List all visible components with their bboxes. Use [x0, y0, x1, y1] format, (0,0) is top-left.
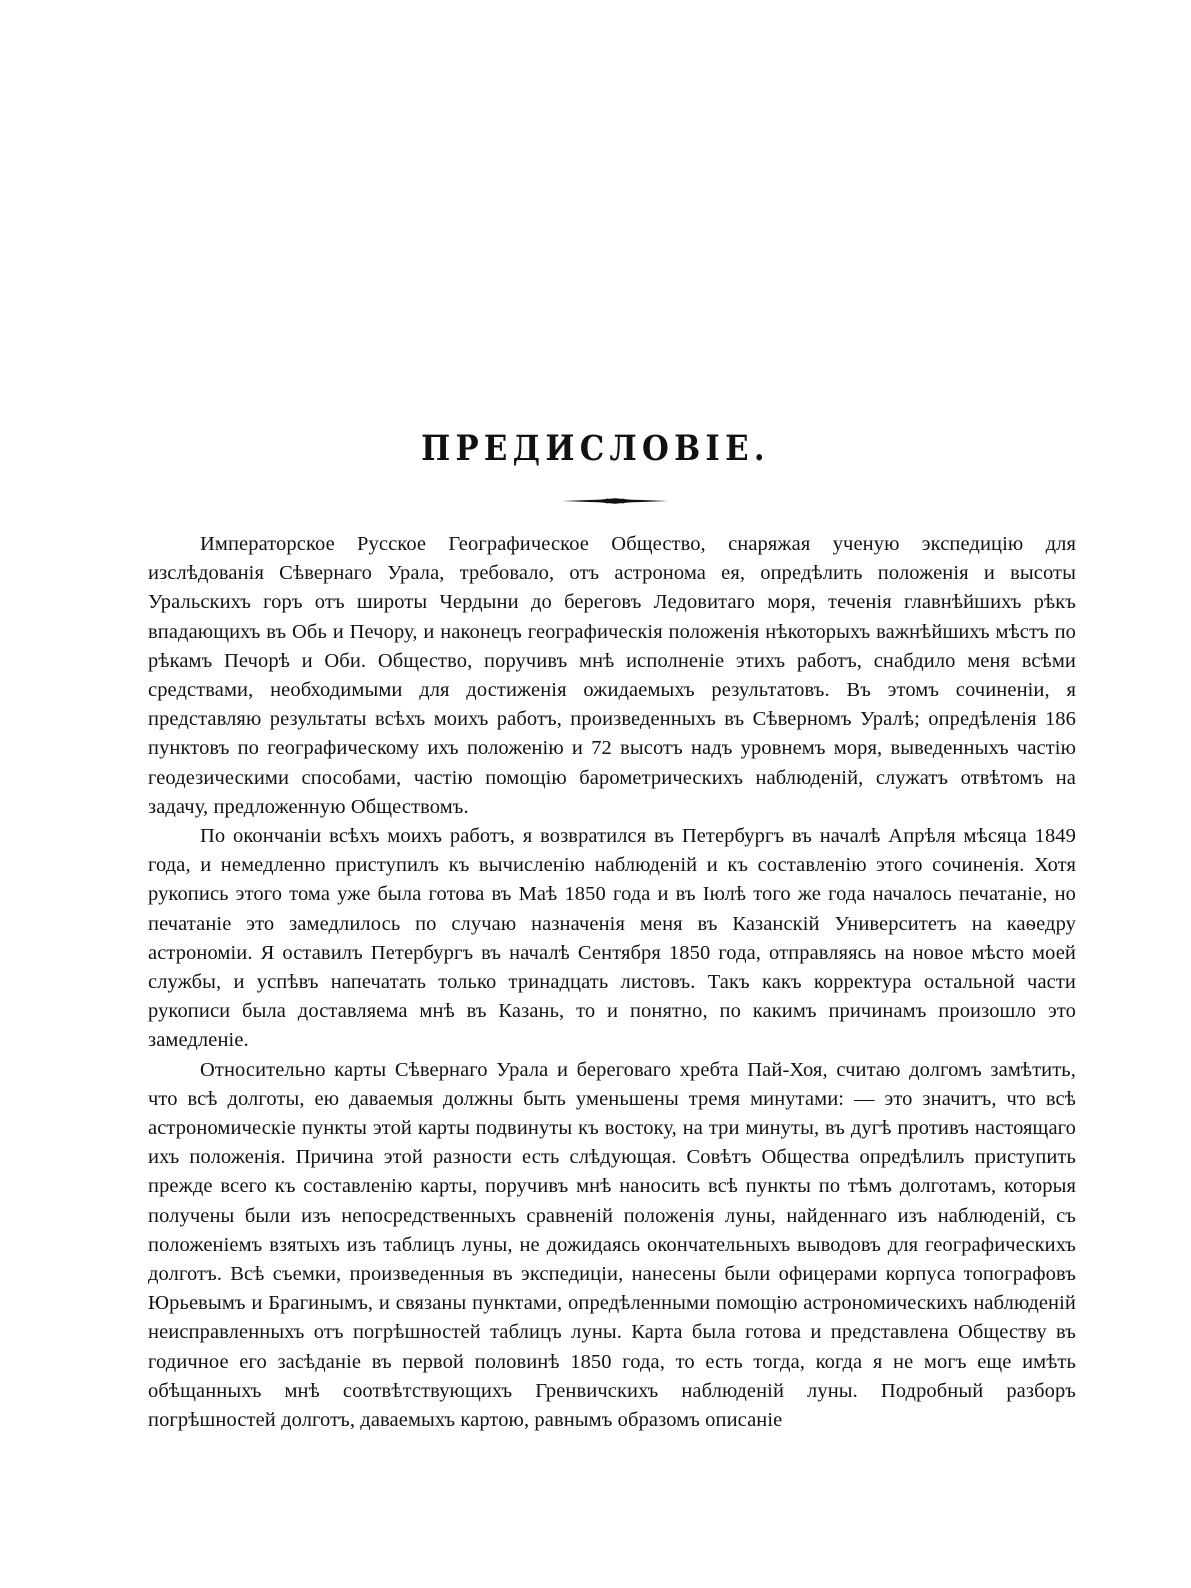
paragraph-2: По окончаніи всѣхъ моихъ работъ, я возвратился въ Петербургъ въ началѣ Апрѣля мѣсяца 1849 года, и немедленно приступилъ къ вычисленію наблюденій и къ составленію этого сочиненія. Хотя рукопись этого тома уже была готова въ Маѣ 1850 года и въ Іюлѣ того же года началось печатаніе, но печатаніе это замедлилось по случаю назначенія меня въ Казанскій Университетъ на каѳедру астрономіи. Я оставилъ Петербургъ въ началѣ Сентября 1850 года, отправляясь на новое мѣсто моей службы, и успѣвъ напечатать только тринадцать листовъ. Такъ какъ корректура остальной части рукописи была доставляема мнѣ въ Казань, то и понятно, по какимъ причинамъ произошло это замедленіе.: [148, 825, 1076, 1052]
paragraph-3: Относительно карты Сѣвернаго Урала и береговаго хребта Пай-Хоя, считаю долгомъ замѣтить, что всѣ долготы, ею даваемыя должны быть уменьшены тремя минутами: — это значитъ, что всѣ астрономическіе пункты этой карты подвинуты къ востоку, на три минуты, въ дугѣ противъ настоящаго ихъ положенія. Причина этой разности есть слѣдующая. Совѣтъ Общества опредѣлилъ приступить прежде всего къ составленію карты, поручивъ мнѣ наносить всѣ пункты по тѣмъ долготамъ, которыя получены были изъ непосредственныхъ сравненій положенія луны, найденнаго изъ наблюденій, съ положеніемъ взятыхъ изъ таблицъ луны, не дожидаясь окончательныхъ выводовъ для географическихъ долготъ. Всѣ съемки, произведенныя въ экспедиціи, нанесены были офицерами корпуса топографовъ Юрьевымъ и Брагинымъ, и связаны пунктами, опредѣленными помощію астрономическихъ наблюденій неисправленныхъ отъ погрѣшностей таблицъ луны. Карта была готова и представлена Обществу въ годичное его засѣданіе въ первой половинѣ 1850 года, то есть тогда, когда я не могъ еще имѣть обѣщанныхъ мнѣ соотвѣтствующихъ Гренвичскихъ наблюденій луны. Подробный разборъ погрѣшностей долготъ, даваемыхъ картою, равнымъ образомъ описаніе: [148, 1058, 1076, 1432]
title-ornament-divider: [560, 495, 670, 507]
page-title: ПРЕДИСЛОВІЕ.: [421, 428, 770, 469]
paragraph-1: Императорское Русское Географическое Общество, снаряжая ученую экспедицію для изслѣдованія Сѣвернаго Урала, требовало, отъ астронома ея, опредѣлить положенія и высоты Уральскихъ горъ отъ широты Чердыни до береговъ Ледовитаго моря, теченія главнѣйшихъ рѣкъ впадающихъ въ Обь и Печору, и наконецъ географическія положенія нѣкоторыхъ важнѣйшихъ мѣстъ по рѣкамъ Печорѣ и Оби. Общество, поручивъ мнѣ исполненіе этихъ работъ, снабдило меня всѣми средствами, необходимыми для достиженія ожидаемыхъ результатовъ. Въ этомъ сочиненіи, я представляю результаты всѣхъ моихъ работъ, произведенныхъ въ Сѣверномъ Уралѣ; опредѣленія 186 пунктовъ по географическому ихъ положенію и 72 высотъ надъ уровнемъ моря, выведенныхъ частію геодезическими способами, частію помощію барометрическихъ наблюденій, служатъ отвѣтомъ на задачу, предложенную Обществомъ.: [148, 533, 1076, 818]
preface-body: [148, 530, 1076, 1435]
